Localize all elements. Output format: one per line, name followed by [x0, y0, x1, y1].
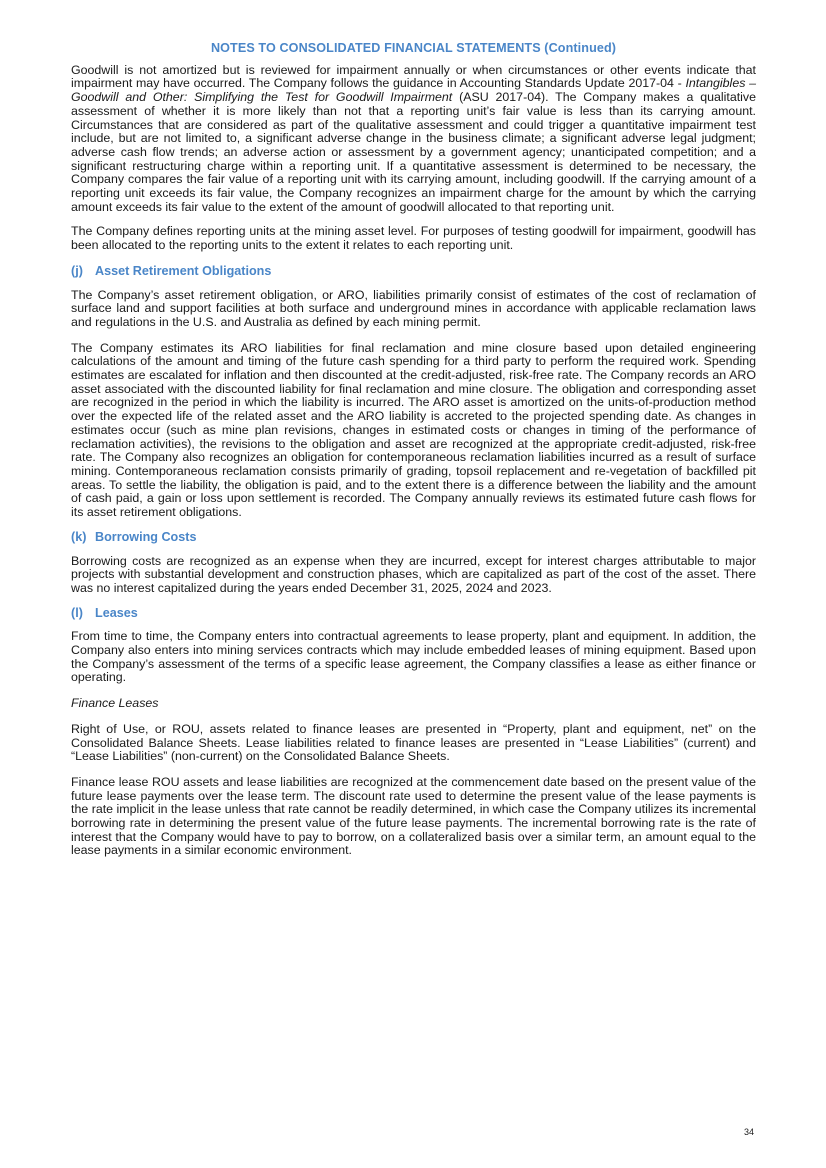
page-number: 34 [744, 1127, 755, 1137]
section-heading-text: Leases [95, 605, 138, 620]
asu-title: Intangibles – Goodwill and Other: Simplifying the Test for Goodwill Impairment [71, 76, 756, 105]
section-heading-borrowing [71, 531, 756, 545]
borrowing-paragraph-1: Borrowing costs are recognized as an expense when they are incurred, except for interest charges attributable to major projects with substantial development and construction phases, which are capitalized as part of the cost of the asset. There was no interest capitalized during the years ended December 31, 2025, 2024 and 2023. [71, 553, 756, 595]
document-page [71, 40, 756, 869]
section-number: (j) [71, 263, 83, 278]
goodwill-text-b: (ASU 2017-04). The Company makes a qualitative assessment of whether it is more likely than not that a reporting unit’s fair value is less than its carrying amount. Circumstances that are considered as part of the qualitative assessment and could trigger a quantitative impairment test include, but are not limited to, a significant adverse change in the business climate; a significant adverse legal judgment; adverse cash flow trends; an adverse action or assessment by a government agency; unanticipated competition; and a significant restructuring charge within a reporting unit. If a quantitative assessment is determined to be necessary, the Company compares the fair value of a reporting unit with its carrying amount, including goodwill. If the carrying amount of a reporting unit exceeds its fair value, the Company recognizes an impairment charge for the amount by which the carrying amount exceeds its fair value to the extent of the amount of goodwill allocated to that reporting unit. [71, 90, 756, 214]
finance-leases-subheading: Finance Leases [71, 696, 159, 711]
leases-paragraph-2: Right of Use, or ROU, assets related to finance leases are presented in “Property, plant and equipment, net” on the Consolidated Balance Sheets. Lease liabilities related to finance leases are presented in “Lease Liabilities” (current) and “Lease Liabilities” (non-current) on the Consolidated Balance Sheets. [71, 721, 756, 764]
section-heading-aro [71, 265, 756, 279]
leases-paragraph-3: Finance lease ROU assets and lease liabilities are recognized at the commencement date based on the present value of the future lease payments over the lease term. The discount rate used to determine the present value of the lease payments is the rate implicit in the lease unless that rate cannot be readily determined, in which case the Company utilizes its incremental borrowing rate in determining the present value of the future lease payments. The incremental borrowing rate is the rate of interest that the Company would have to pay to borrow, on a collateralized basis over a similar term, an amount equal to the lease payments in a similar economic environment. [71, 774, 756, 858]
leases-paragraph-1: From time to time, the Company enters into contractual agreements to lease property, plant and equipment. In addition, the Company also enters into mining services contracts which may include embedded leases of mining equipment. Based upon the Company’s assessment of the terms of a specific lease agreement, the Company classifies a lease as either finance or operating. [71, 629, 756, 685]
aro-paragraph-1: The Company’s asset retirement obligation, or ARO, liabilities primarily consist of estimates of the cost of reclamation of surface land and support facilities at both surface and underground mines in accordance with applicable reclamation laws and regulations in the U.S. and Australia as defined by each mining permit. [71, 287, 756, 329]
section-number: (k) [71, 529, 87, 544]
section-heading-leases [71, 607, 756, 621]
goodwill-paragraph-1 [71, 64, 756, 215]
section-heading-text: Asset Retirement Obligations [95, 263, 272, 278]
section-number: (l) [71, 605, 83, 620]
goodwill-text-a: Goodwill is not amortized but is reviewed for impairment annually or when circumstances or other events indicate that impairment may have occurred. The Company follows the guidance in Accounting Standards Update 2017-04 - [71, 62, 756, 91]
goodwill-paragraph-2: The Company defines reporting units at the mining asset level. For purposes of testing goodwill for impairment, goodwill has been allocated to the reporting units to the extent it relates to each reporting unit. [71, 224, 756, 253]
page-title: NOTES TO CONSOLIDATED FINANCIAL STATEMENTS (Continued) [210, 41, 617, 55]
section-heading-text: Borrowing Costs [95, 529, 197, 544]
aro-paragraph-2: The Company estimates its ARO liabilities for final reclamation and mine closure based upon detailed engineering calculations of the amount and timing of the future cash spending for a third party to perform the required work. Spending estimates are escalated for inflation and then discounted at the credit-adjusted, risk-free rate. The Company records an ARO asset associated with the discounted liability for final reclamation and mine closure. The obligation and corresponding asset are recognized in the period in which the liability is incurred. The ARO asset is amortized on the units-of-production method over the expected life of the related asset and the ARO liability is accreted to the projected spending date. As changes in estimates occur (such as mine plan revisions, changes in estimated costs or changes in timing of the performance of reclamation activities), the revisions to the obligation and asset are recognized at the appropriate credit-adjusted, risk-free rate. The Company also recognizes an obligation for contemporaneous reclamation liabilities incurred as a result of surface mining. Contemporaneous reclamation consists primarily of grading, topsoil replacement and re-vegetation of backfilled pit areas. To settle the liability, the obligation is paid, and to the extent there is a difference between the liability and the amount of cash paid, a gain or loss upon settlement is recorded. The Company annually reviews its estimated future cash flows for its asset retirement obligations. [71, 340, 756, 520]
